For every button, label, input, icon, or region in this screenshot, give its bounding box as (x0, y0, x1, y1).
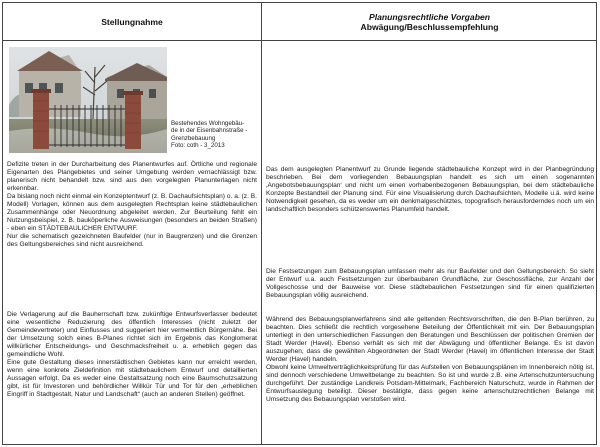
table-header (3, 3, 596, 41)
header-planning (262, 3, 597, 40)
header-planning-title: Planungsrechtliche Vorgaben (369, 11, 490, 22)
photo-caption (171, 120, 261, 149)
right-paragraph: Während des Bebauungsplanverfahrens sind alle geltenden Rechtsvorschriften, die den B-Plan berühren, zu beachten. Dies schließt die rechtlich vorgesehene Beteilung der Öffentlichkeit mit ein. Der Bebauungsplan unterliegt in den unterschiedlichen Fassungen den Beratungen und Beschlüssen der politischen Gremien der Stadt Werder (Havel). Ebenso verhält es sich mit der Abwägung und öffentlicher Belange. Es ist davon auszugehen, dass die gewählten Abgeordneten der Stadt Werder (Havel) im öffentlichen Interesse der Stadt Werder (Havel) handeln. (266, 316, 594, 364)
right-block-1 (266, 166, 594, 214)
right-block-3 (266, 316, 594, 405)
left-paragraph: Da bislang noch nicht einmal ein Konzeptentwurf (z. B. Dachaufsichtsplan) o. a. (z. B. Modell) Vorlagen, können aus dem ausgelegten Rechtsplan keine städtebaulichen Zusammenhänge oder Neuordnung abgeleitet werden. Zur Beurteilung fehlt ein Nutzungsbeispiel, z. B. bauköperliche Ausweisungen (besonders an beiden Straßen) - eben ein STÄDTEBAULICHER ENTWURF. (7, 193, 257, 233)
photo-caption-line: Grenzbebauung (171, 134, 216, 142)
right-block-2 (266, 268, 594, 300)
photo-caption-line: Bestehendes Wohngebäu- (171, 120, 245, 127)
column-divider (261, 3, 262, 444)
statement-table (2, 2, 597, 445)
header-statement: Stellungnahme (101, 16, 163, 27)
building-photo (9, 47, 167, 153)
right-paragraph: Obwohl keine Umweltverträglichkeitsprüfung für das Aufstellen von Bebauungsplänen im Innenbereich nötig ist, sind dennoch verschiedene Umweltbelange zu beachten. So ist und wurde z.B. eine Artenschutzuntersuchung durchgeführt. Der zuständige Landkreis Potsdam-Mittelmark, Fachbereich Naturschutz, wurde in Rahmen der Entwurfsauslegung beteiligt. Dieser bestätigte, dass gegen keine artenschutzrechtlichen Belange mit Umsetzung des Bebauungsplan verstoßen wird. (266, 364, 594, 404)
left-paragraph: Eine gute Gestaltung dieses innerstädtischen Gebietes kann nur erreicht werden, wenn eine konkrete Zieldefinition mit städtebaulichem Entwurf und detaillierten Aussagen erfolgt. Da es weder eine Gestaltsatzung noch eine Baumschutzsatzung gibt, ist für Investoren und behördlicher Willkür Tür und Tor für den „erheblichen Eingriff in Stadtgestalt, Natur und Landschaft“ (auch an anderen Stellen) geöffnet. (7, 359, 257, 399)
left-paragraph: Die Verlagerung auf die Bauherrschaft bzw. zukünftige Entwurfsverfasser bedeutet eine wesentliche Reduzierung des öffentlich Interesses (nicht zuletzt der Gemeindevertreter) und Einflusses und suggeriert hier vermeintlich Bürgernähe. Bei der Umsetzung solch eines B-Planes richtet sich im Ergebnis das Konglomerat willkürlicher Entscheidungs- und Geschmacksfreiheit u. a. erheblich gegen das gemeindliche Wohl. (7, 311, 257, 359)
right-paragraph: Das dem ausgelegten Planentwurf zu Grunde liegende städtebauliche Konzept wird in der Planbegründung beschrieben. Bei dem vorliegenden Bebauungsplan handelt es sich um einen sogenannten ‚Angebotsbebauungsplan‘ und nicht um einen vorhabenbezogenen Bebauungsplan, bei dem städtebauliche Konzepte Bestandteil der Planung sind. Für eine Visualisierung durch Dachaufsichten, Modelle u.ä. wird keine Notwendigkeit gesehen, da es weder um ein denkmalgeschütztes, topografisch herausforderndes noch um ein landschaftlich besonders schützenswertes Planumfeld handelt. (266, 166, 594, 214)
left-block-1 (7, 161, 257, 250)
header-planning-subtitle: Abwägung/Beschlussempfehlung (360, 21, 499, 32)
right-paragraph: Die Festsetzungen zum Bebauungsplan umfassen mehr als nur Baufelder und den Geltungsbereich. So sieht der Entwurf u.a. auch Festsetzungen zur überbaubaren Grundfläche, zur Geschossfläche, zur Anzahl der Vollgeschosse und der Bauweise vor. Diese städtebaulichen Festsetzungen sind für einen qualifizierten Bebauungsplan völlig ausreichend. (266, 268, 594, 300)
left-block-2 (7, 311, 257, 400)
photo-caption-line: Foto: coth - 3_2013 (171, 141, 225, 149)
left-paragraph: Nur die schematisch gezeichneten Baufelder (nur in Baugrenzen) und die Grenzen des Geltungsbereiches sind nicht ausreichend. (7, 233, 257, 249)
photo-caption-line: de in der Eisenbahnstraße - (171, 127, 248, 135)
building-photo-image (9, 47, 167, 153)
left-paragraph: Defizite treten in der Durcharbeitung des Planentwurfes auf. Örtliche und regionale Eigenarten des Plangebietes und seiner Umgebung werden vernachlässigt bzw. planerisch nicht behandelt bzw. sind aus den vorgelegten Planunterlagen nicht erkennbar. (7, 161, 257, 193)
